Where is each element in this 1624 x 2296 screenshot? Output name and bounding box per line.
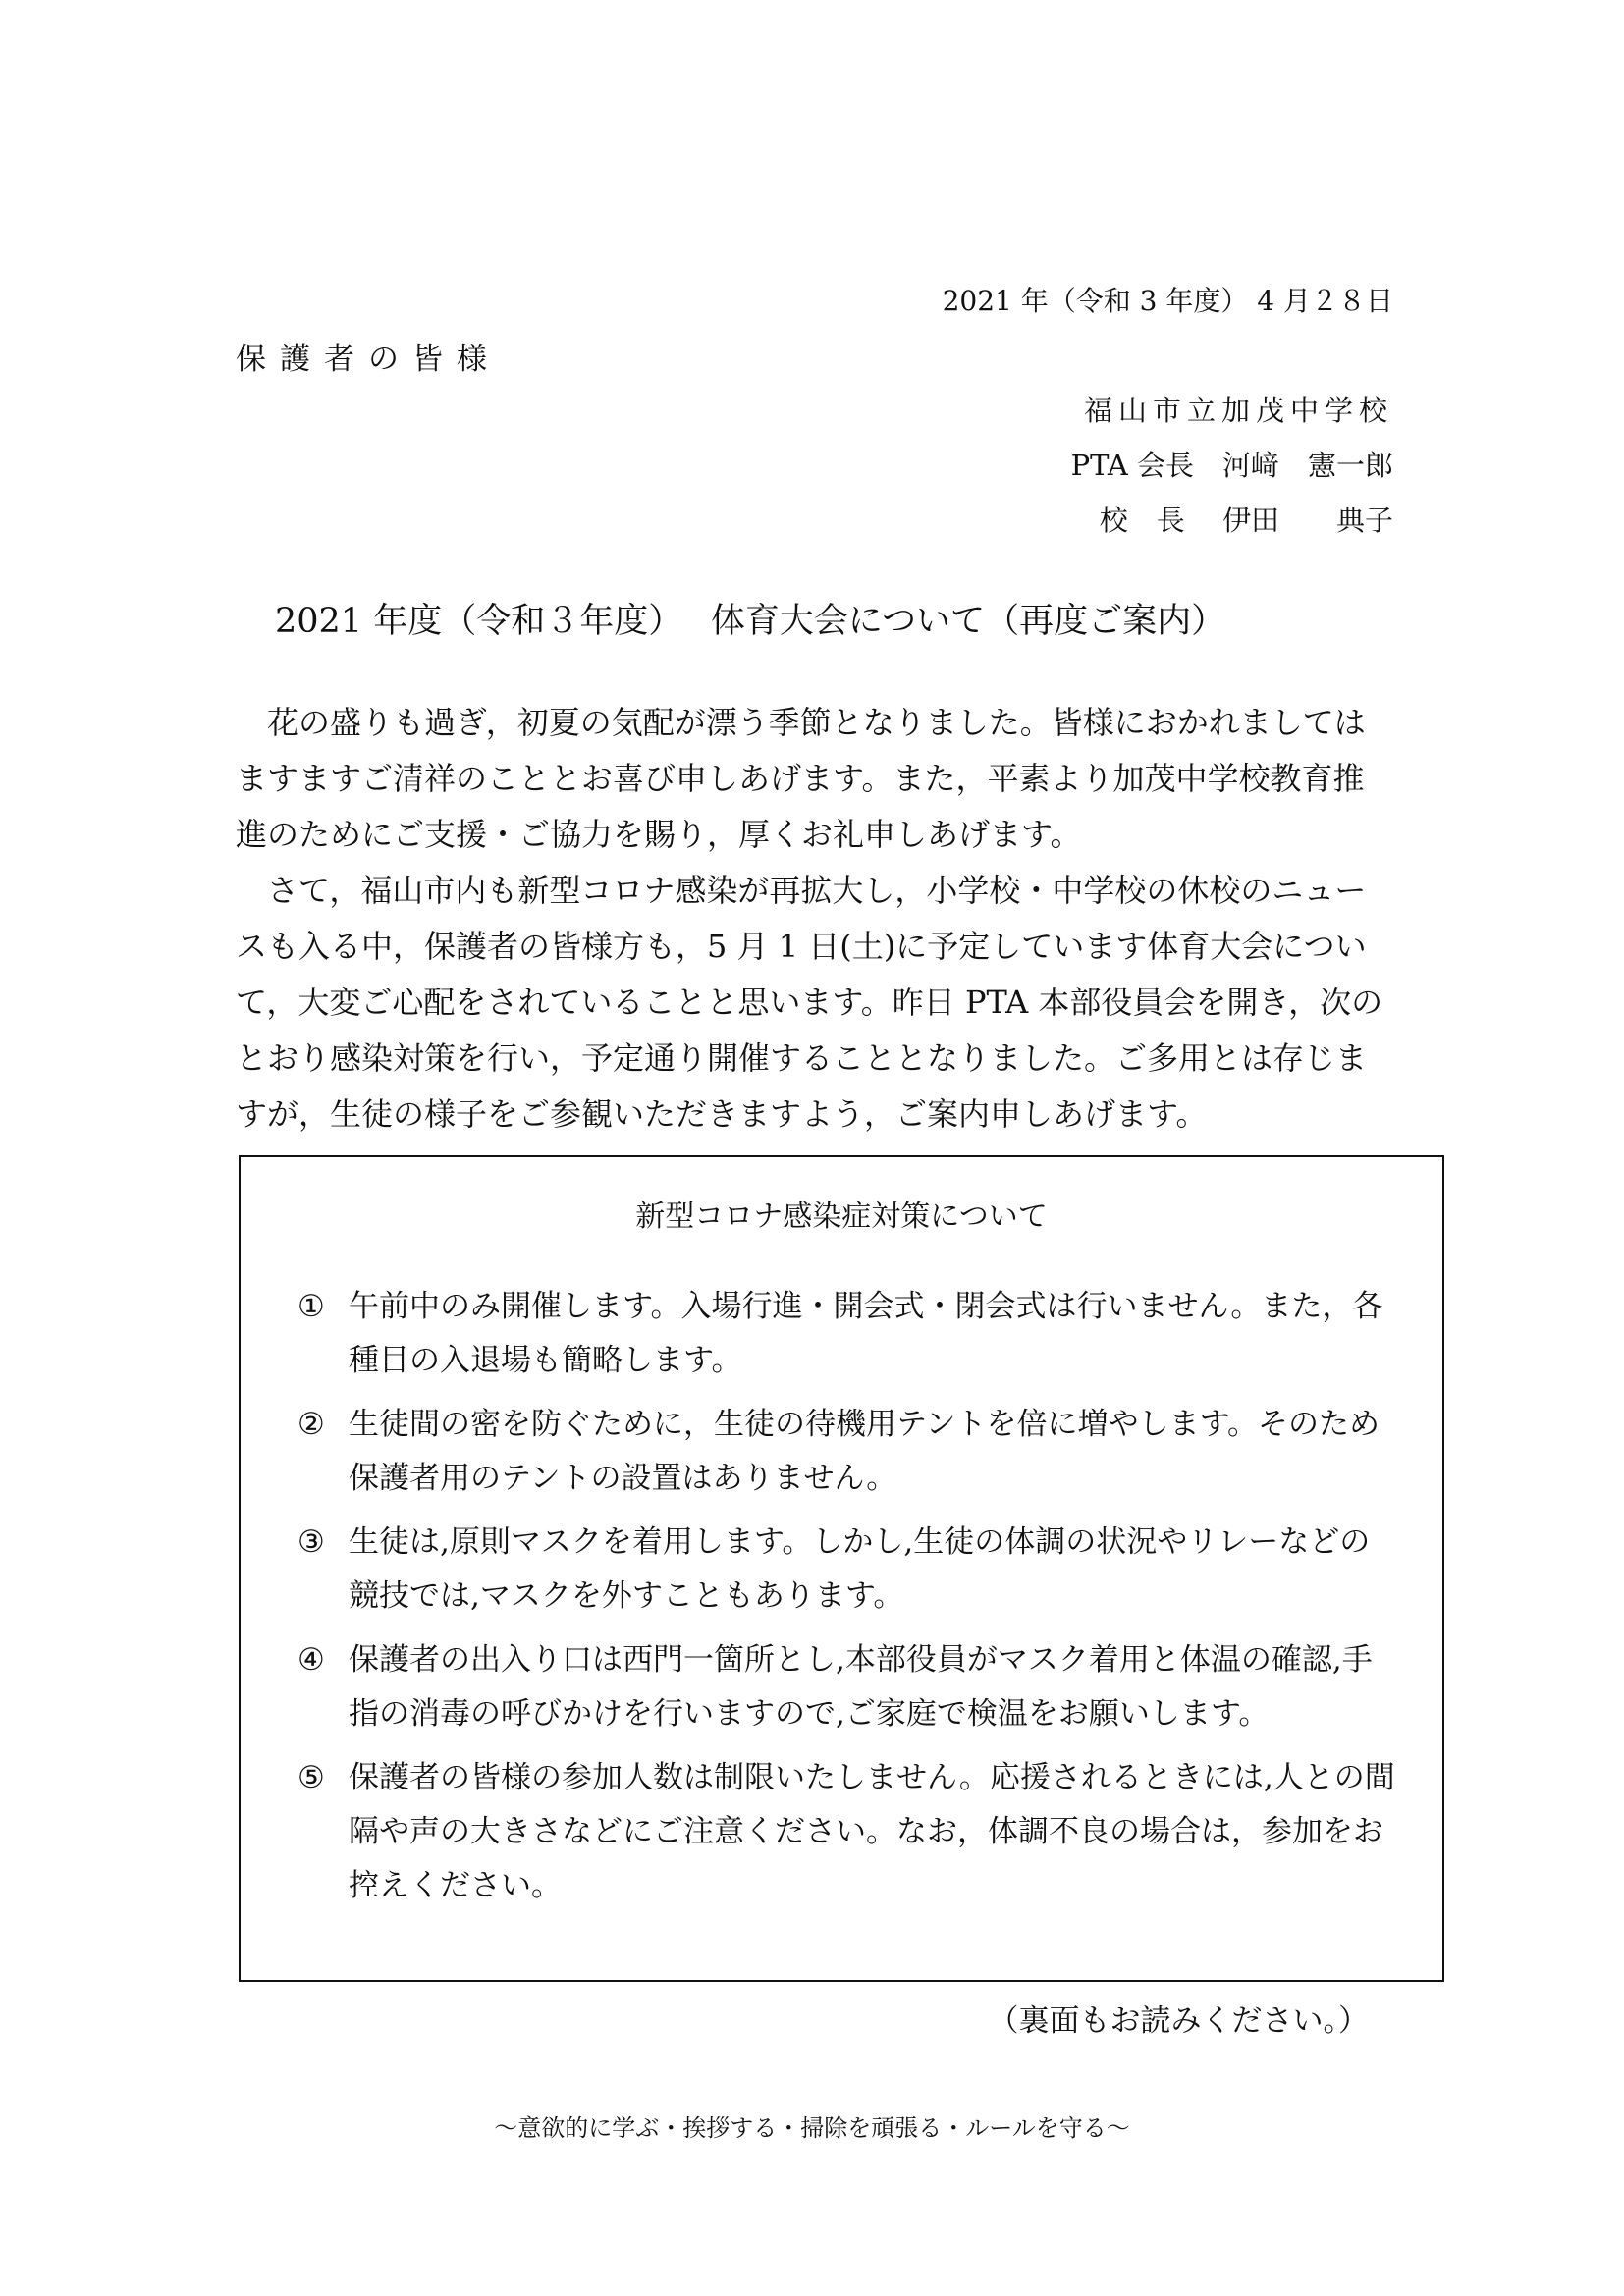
- sender-school: 福山市立加茂中学校: [1083, 394, 1393, 427]
- sender-principal: 校 長 伊田 典子: [1099, 504, 1393, 537]
- document-date: 2021 年（令和 3 年度） 4 月２８日: [942, 285, 1393, 317]
- covid-measures-box: [239, 1155, 1444, 1982]
- sender-pta-president: PTA 会長 河﨑 憲一郎: [1070, 449, 1393, 482]
- measure-item: [298, 1633, 1397, 1741]
- sender-block: [1071, 383, 1393, 548]
- body-paragraph: 花の盛りも過ぎ，初夏の気配が漂う季節となりました。皆様におかれましてはますますご清祥のこととお喜び申しあげます。また，平素より加茂中学校教育推進のためにご支援・ご協力を賜り，厚くお礼申しあげます。: [236, 704, 1366, 853]
- measure-text: 生徒間の密を防ぐために，生徒の待機用テントを倍に増やします。そのため保護者用のテントの設置はありません。: [349, 1407, 1380, 1496]
- measure-text: 保護者の皆様の参加人数は制限いたしません。応援されるときには,人との間隔や声の大きさなどにご注意ください。なお，体調不良の場合は，参加をお控えください。: [349, 1760, 1395, 1903]
- measure-number: ①: [298, 1289, 325, 1324]
- body-text: [236, 695, 1394, 1143]
- measure-text: 生徒は,原則マスクを着用します。しかし,生徒の体調の状況やリレーなどの競技では,マスクを外すこともあります。: [349, 1524, 1371, 1614]
- measure-number: ④: [298, 1642, 325, 1678]
- measure-number: ③: [298, 1524, 325, 1560]
- school-slogan: ～意欲的に学ぶ・挨拶する・掃除を頑張る・ルールを守る～: [494, 2114, 1130, 2142]
- measure-text: 保護者の出入り口は西門一箇所とし,本部役員がマスク着用と体温の確認,手指の消毒の呼びかけを行いますので,ご家庭で検温をお願いします。: [349, 1642, 1373, 1732]
- measure-number: ②: [298, 1407, 325, 1442]
- measure-item: [298, 1398, 1397, 1506]
- document-title: 2021 年度（令和３年度） 体育大会について（再度ご案内）: [275, 602, 1226, 641]
- measures-list: [298, 1280, 1397, 1923]
- body-paragraph: さて，福山市内も新型コロナ感染が再拡大し，小学校・中学校の休校のニュースも入る中，保護者の皆様方も，5 月 1 日(土)に予定しています体育大会について，大変ご心配をされていることと思います。昨日 PTA 本部役員会を開き，次のとおり感染対策を行い，予定通り開催することとなりました。ご多用とは存じますが，生徒の様子をご参観いただきますよう，ご案内申しあげます。: [236, 872, 1383, 1133]
- measure-item: [298, 1516, 1397, 1624]
- measure-item: [298, 1751, 1397, 1913]
- measure-item: [298, 1280, 1397, 1388]
- measure-number: ⑤: [298, 1760, 325, 1795]
- measure-text: 午前中のみ開催します。入場行進・開会式・閉会式は行いません。また，各種目の入退場も簡略します。: [349, 1289, 1383, 1378]
- measures-box-title: 新型コロナ感染症対策について: [635, 1200, 1048, 1234]
- reverse-side-note: （裏面もお読みください。）: [988, 2003, 1369, 2039]
- addressee: 保護者の皆様: [236, 342, 501, 377]
